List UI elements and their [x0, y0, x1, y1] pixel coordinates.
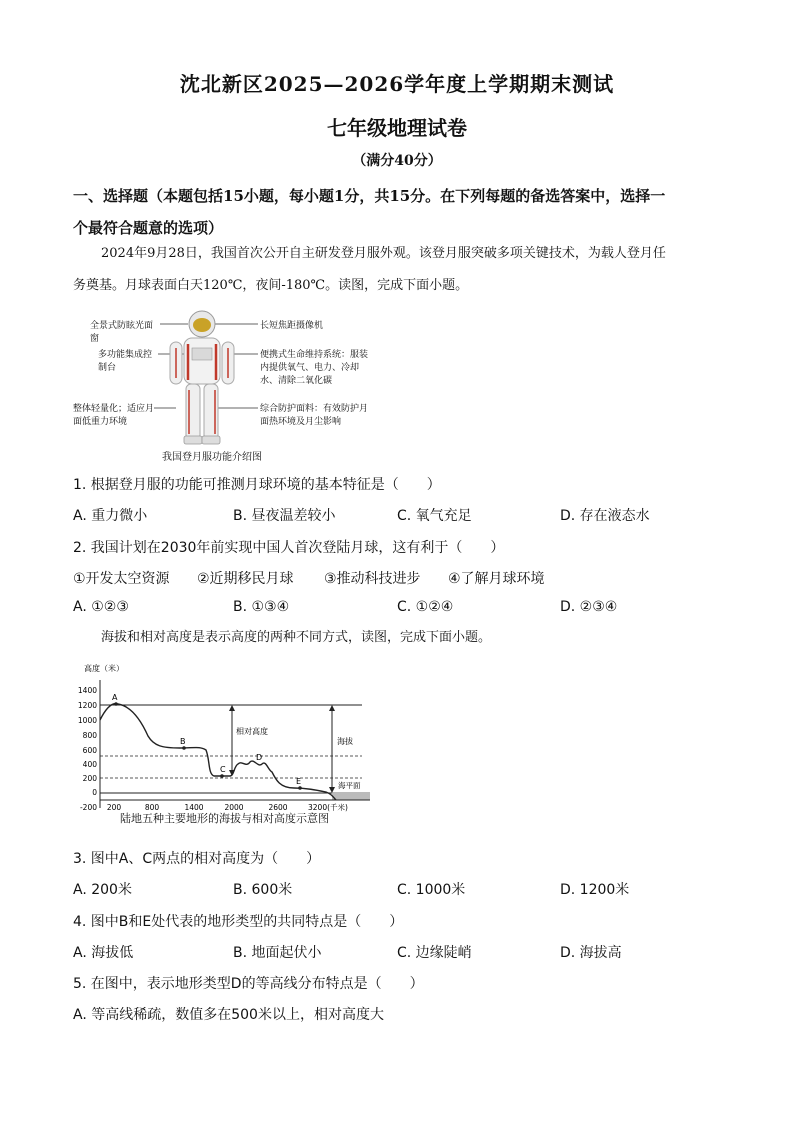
label-console: 多功能集成控制台 [98, 350, 153, 373]
spacesuit-caption: 我国登月服功能介绍图 [162, 452, 262, 463]
point-a-label: A [112, 693, 118, 702]
passage-2: 海拔和相对高度是表示高度的两种不同方式，读图，完成下面小题。 [101, 630, 492, 645]
label-camera: 长短焦距摄像机 [260, 321, 324, 331]
xtick-1400: 1400 [184, 803, 204, 812]
full-score: （满分40分） [352, 153, 442, 169]
section-heading [73, 180, 733, 244]
ytick-1400: 1400 [77, 686, 97, 695]
q3-option-c: C. 1000米 [397, 882, 466, 898]
q2-option-c: C. ①②④ [397, 599, 454, 615]
passage-1-line1: 2024年9月28日，我国首次公开自主研发登月服外观。该登月服突破多项关键技术，为载人登月任 [101, 246, 666, 261]
point-c-mark [220, 774, 224, 778]
label-fabric: 综合防护面料：有效防护月面热环境及月尘影响 [260, 404, 369, 427]
q2-choice-4: ④了解月球环境 [448, 571, 545, 587]
sea-level-label: 海平面 [338, 781, 361, 790]
q3-option-d: D. 1200米 [560, 882, 630, 898]
y-axis-label: 高度（米） [84, 664, 124, 673]
q2-choice-1: ①开发太空资源 [73, 571, 170, 587]
point-a-mark [114, 702, 118, 706]
q4-option-c: C. 边缘陡峭 [397, 945, 472, 961]
ytick-1200: 1200 [77, 701, 97, 710]
exam-title: 沈北新区2025—2026学年度上学期期末测试 [179, 72, 615, 96]
q4-option-d: D. 海拔高 [560, 945, 622, 961]
xtick-3200: 3200(千米) [308, 803, 348, 812]
point-e-label: E [296, 777, 302, 786]
q4-option-a: A. 海拔低 [73, 945, 134, 961]
q5-option-a: A. 等高线稀疏，数值多在500米以上，相对高度大 [73, 1007, 384, 1023]
ytick-400: 400 [82, 760, 97, 769]
ytick-1000: 1000 [77, 716, 97, 725]
q2-choice-3: ③推动科技进步 [324, 571, 421, 587]
sea-block [332, 792, 370, 800]
relative-height-label: 相对高度 [236, 727, 268, 736]
question-4-stem: 4. 图中B和E处代表的地形类型的共同特点是（ ） [73, 914, 404, 930]
point-b-label: B [180, 737, 186, 746]
q2-option-a: A. ①②③ [73, 599, 129, 615]
q2-option-b: B. ①③④ [233, 599, 290, 615]
point-c-label: C [220, 765, 226, 774]
xtick-2600: 2600 [268, 803, 288, 812]
ytick-0: 0 [92, 788, 97, 797]
ytick-minus-200: -200 [79, 803, 97, 812]
label-life-support: 便携式生命维持系统：服装内提供氧气、电力、冷却水、清除二氧化碳 [260, 350, 369, 386]
point-b-mark [182, 746, 186, 750]
ytick-800: 800 [82, 731, 97, 740]
q1-option-d: D. 存在液态水 [560, 508, 650, 524]
point-e-mark [298, 786, 302, 790]
question-5-stem: 5. 在图中，表示地形类型D的等高线分布特点是（ ） [73, 976, 424, 992]
passage-1-line2: 务奠基。月球表面白天120℃，夜间-180℃。读图，完成下面小题。 [73, 278, 469, 293]
ytick-600: 600 [82, 746, 97, 755]
section-heading-line1: 一、选择题（本题包括15小题，每小题1分，共15分。在下列每题的备选答案中，选择一 [73, 187, 666, 205]
passage-1 [73, 238, 721, 302]
label-visor: 全景式防眩光面窗 [90, 321, 154, 344]
ytick-200: 200 [82, 774, 97, 783]
xtick-200: 200 [106, 803, 122, 812]
elevation-caption: 陆地五种主要地形的海拔与相对高度示意图 [120, 812, 329, 825]
xtick-2000: 2000 [224, 803, 244, 812]
point-d-label: D [256, 753, 263, 762]
q2-choice-2: ②近期移民月球 [197, 571, 294, 587]
q2-option-d: D. ②③④ [560, 599, 618, 615]
q3-option-a: A. 200米 [73, 882, 132, 898]
q1-option-a: A. 重力微小 [73, 508, 148, 524]
section-heading-line2: 个最符合题意的选项） [73, 219, 224, 237]
question-2-stem: 2. 我国计划在2030年前实现中国人首次登陆月球，这有利于（ ） [73, 540, 505, 556]
q1-option-c: C. 氧气充足 [397, 508, 472, 524]
label-lightweight: 整体轻量化；适应月面低重力环境 [73, 404, 155, 427]
q4-option-b: B. 地面起伏小 [233, 945, 322, 961]
exam-subtitle: 七年级地理试卷 [327, 116, 467, 140]
q1-option-b: B. 昼夜温差较小 [233, 508, 336, 524]
q3-option-b: B. 600米 [233, 882, 293, 898]
question-1-stem: 1. 根据登月服的功能可推测月球环境的基本特征是（ ） [73, 477, 441, 493]
question-3-stem: 3. 图中A、C两点的相对高度为（ ） [73, 851, 321, 867]
spacesuit-illustration [140, 308, 265, 448]
elevation-profile-chart [70, 660, 390, 830]
altitude-label: 海拔 [337, 737, 353, 746]
xtick-800: 800 [144, 803, 160, 812]
